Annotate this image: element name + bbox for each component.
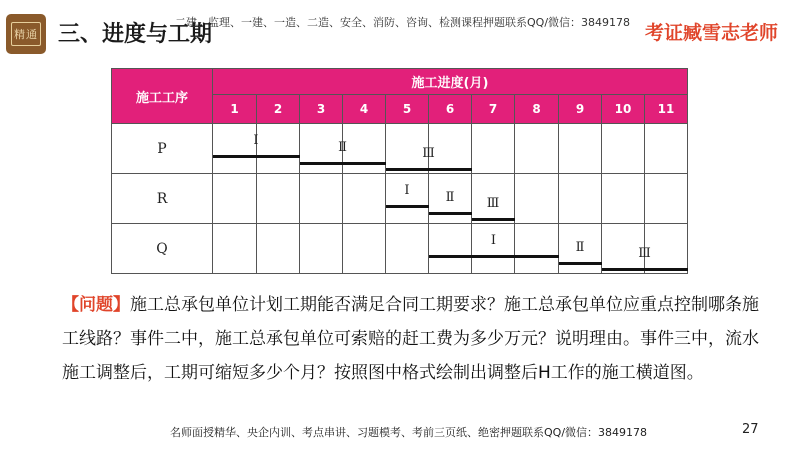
schedule-row [112, 174, 688, 224]
schedule-cell [559, 124, 602, 174]
gantt-bar-label: Ⅰ [404, 182, 410, 198]
schedule-cell [213, 174, 257, 224]
schedule-cell [343, 174, 386, 224]
month-header: 4 [343, 95, 386, 124]
schedule-cell [257, 124, 300, 174]
schedule-cell [645, 174, 688, 224]
schedule-cell [472, 174, 515, 224]
schedule-cell [602, 174, 645, 224]
month-header: 1 [213, 95, 257, 124]
schedule-cell [300, 224, 343, 274]
gantt-bar-label: Ⅱ [575, 239, 585, 255]
month-header: 9 [559, 95, 602, 124]
schedule-cell [386, 174, 429, 224]
footer-banner: 名师面授精华、央企内训、考点串讲、习题模考、考前三页纸、绝密押题联系QQ/微信：3849178 [170, 426, 648, 439]
gantt-bar-label: Ⅱ [445, 189, 455, 205]
month-header: 11 [645, 95, 688, 124]
schedule-cell [386, 124, 429, 174]
schedule-cell [257, 224, 300, 274]
schedule-cell [343, 224, 386, 274]
month-header: 10 [602, 95, 645, 124]
schedule-cell [213, 124, 257, 174]
schedule-cell [429, 224, 472, 274]
month-header: 5 [386, 95, 429, 124]
page-title: 三、进度与工期 [58, 22, 213, 47]
month-header: 3 [300, 95, 343, 124]
month-header: 8 [515, 95, 559, 124]
schedule-cell [602, 124, 645, 174]
question-tag: 【问题】 [62, 295, 130, 315]
brand-name: 考证臧雪志老师 [644, 22, 778, 44]
schedule-cell [429, 174, 472, 224]
schedule-cell [602, 224, 645, 274]
question-text: 施工总承包单位计划工期能否满足合同工期要求？施工总承包单位应重点控制哪条施工线路？事件二中，施工总承包单位可索赔的赶工费为多少万元？说明理由。事件三中，流水施工调整后，工期可缩短多少个月？按照图中格式绘制出调整后H工作的施工横道图。 [62, 295, 759, 383]
process-header: 施工工序 [112, 69, 213, 124]
gantt-bar-label: Ⅱ [338, 139, 347, 155]
schedule-cell [343, 124, 386, 174]
process-name: Q [112, 224, 213, 274]
schedule-cell [300, 124, 343, 174]
schedule-cell [472, 224, 515, 274]
schedule-cell [472, 124, 515, 174]
process-name: P [112, 124, 213, 174]
gantt-bar-label: Ⅲ [638, 245, 651, 261]
schedule-row [112, 124, 688, 174]
schedule-cell [559, 174, 602, 224]
gantt-bar-label: Ⅲ [422, 145, 435, 161]
gantt-bar-label: Ⅰ [253, 132, 259, 148]
gantt-bar-label: Ⅲ [486, 195, 500, 211]
month-header: 7 [472, 95, 515, 124]
gantt-bar-label: Ⅰ [490, 232, 497, 248]
page-number: 27 [742, 422, 759, 437]
schedule-cell [300, 174, 343, 224]
month-header: 6 [429, 95, 472, 124]
schedule-cell [257, 174, 300, 224]
schedule-cell [645, 124, 688, 174]
schedule-cell [515, 224, 559, 274]
top-banner: 二建、监理、一建、一造、二造、安全、消防、咨询、检测课程押题联系QQ/微信：3849178 [175, 16, 631, 29]
schedule-cell [645, 224, 688, 274]
schedule-cell [213, 224, 257, 274]
schedule-cell [559, 224, 602, 274]
schedule-row [112, 224, 688, 274]
schedule-cell [386, 224, 429, 274]
progress-header: 施工进度(月) [213, 69, 688, 95]
schedule-cell [515, 174, 559, 224]
question-block [62, 288, 762, 390]
process-name: R [112, 174, 213, 224]
schedule-table [111, 68, 688, 274]
schedule-cell [429, 124, 472, 174]
month-header: 2 [257, 95, 300, 124]
badge-text: 精通 [11, 22, 41, 46]
logo-badge [6, 14, 46, 54]
schedule-cell [515, 124, 559, 174]
